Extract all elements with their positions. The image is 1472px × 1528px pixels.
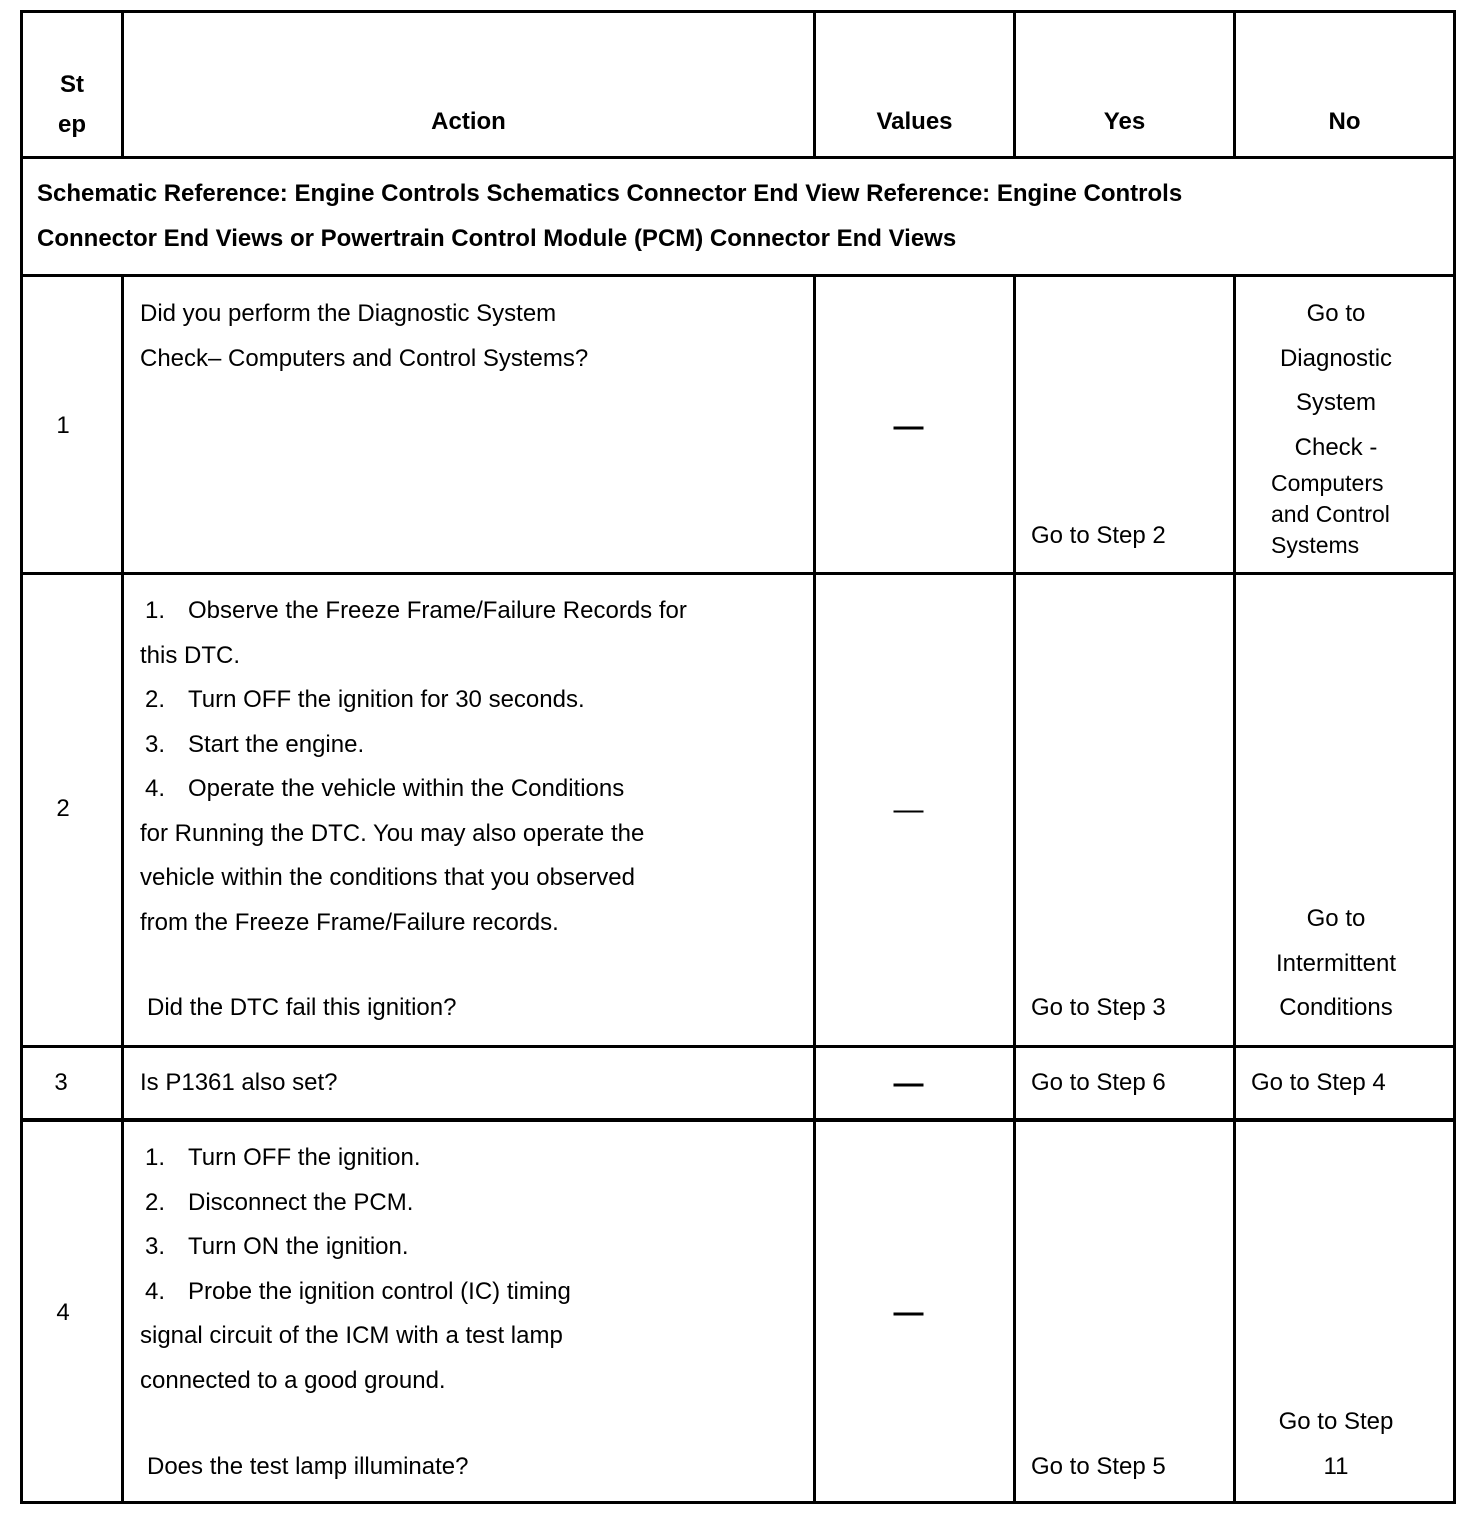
step-number: 4. [145,1277,166,1305]
row-1-no-line: Go to [1306,300,1366,327]
row-3-step: 3 [54,1069,68,1096]
row-2-action-line: from the Freeze Frame/Failure records. [140,908,559,936]
row-4-action-line [140,1225,810,1270]
row-3-yes: Go to Step 6 [1031,1069,1166,1096]
row-4-question: Does the test lamp illuminate? [147,1453,469,1480]
rule-col-values-body [1013,274,1016,1504]
row-2-step: 2 [56,795,70,822]
diagnostic-table [20,10,1456,1504]
row-1-action-line: Did you perform the Diagnostic System [140,300,557,327]
step-text: Turn ON the ignition. [188,1233,409,1260]
step-number: 4. [145,775,166,802]
row-2-action-line [140,589,810,634]
row-2-action-line: for Running the DTC. You may also operate the [140,819,645,847]
row-4-no-line: 11 [1323,1452,1349,1480]
row-3-no: Go to Step 4 [1251,1069,1386,1096]
row-1-value: — [893,410,924,443]
row-2-no-line: Conditions [1279,994,1393,1021]
row-1-no [1236,292,1436,470]
step-number: 2. [145,686,166,713]
rule-reference-bottom [20,274,1456,277]
header-no: No [1328,108,1361,135]
row-2-action-line [140,723,810,768]
row-1-action-line: Check– Computers and Control Systems? [140,344,589,372]
row-1-no-line: System [1295,389,1376,416]
step-number: 1. [145,597,166,624]
rule-bottom [20,1501,1456,1504]
step-text: Start the engine. [188,730,365,758]
row-1-no-line: Systems [1271,532,1360,558]
schematic-reference [37,172,1447,261]
row-1-action [140,292,800,381]
row-4-action [140,1136,810,1403]
rule-row3-bottom [20,1118,1456,1122]
row-4-action-line: signal circuit of the ICM with a test lamp [140,1322,563,1349]
step-text: Turn OFF the ignition. [188,1144,421,1171]
rule-row2-bottom [20,1045,1456,1048]
row-4-step: 4 [56,1299,70,1326]
row-2-action-line: this DTC. [140,641,241,669]
row-4-no-line: Go to Step [1278,1408,1394,1435]
row-1-no-line: Computers [1271,470,1384,496]
row-1-no-line: and Control [1271,501,1390,527]
header-action: Action [431,108,506,135]
step-number: 1. [145,1144,166,1171]
reference-line-2: Connector End Views or Powertrain Control Module (PCM) Connector End Views [37,224,957,252]
row-2-no-line: Intermittent [1275,949,1397,977]
header-step [23,65,121,145]
step-text: Probe the ignition control (IC) timing [188,1277,571,1305]
row-2-value: — [893,793,924,826]
rule-top [20,10,1456,13]
row-2-question: Did the DTC fail this ignition? [147,994,457,1021]
row-4-action-line: connected to a good ground. [140,1366,446,1394]
row-4-action-line [140,1181,810,1226]
reference-line-1: Schematic Reference: Engine Controls Schematics Connector End View Reference: Engine Controls [37,180,1183,207]
step-text: Operate the vehicle within the Conditions [188,775,625,802]
row-4-yes: Go to Step 5 [1031,1453,1166,1480]
header-yes: Yes [1103,108,1146,135]
row-1-step: 1 [56,412,70,439]
row-2-no [1236,897,1436,1031]
row-1-no-line: Diagnostic [1279,344,1393,372]
row-4-action-line [140,1136,810,1181]
rule-left [20,10,23,1504]
step-text: Observe the Freeze Frame/Failure Records for [188,597,687,624]
step-number: 3. [145,730,166,758]
rule-right [1453,10,1456,1504]
step-number: 2. [145,1188,166,1216]
rule-col-step-body [121,274,124,1504]
row-2-action-line [140,767,810,812]
row-4-no [1236,1400,1436,1489]
row-2-no-line: Go to [1306,905,1366,932]
header-step-line-1: St [60,71,84,98]
row-4-value: — [893,1296,924,1329]
header-values: Values [876,108,953,135]
header-step-line-2: ep [57,111,86,138]
step-number: 3. [145,1233,166,1260]
row-3-action: Is P1361 also set? [140,1069,338,1096]
rule-header-bottom [20,156,1456,159]
row-1-no-line: Check - [1294,433,1378,461]
row-1-yes: Go to Step 2 [1031,522,1166,549]
row-2-yes: Go to Step 3 [1031,994,1166,1021]
row-4-action-line [140,1270,810,1315]
row-2-action-line [140,678,810,723]
step-text: Turn OFF the ignition for 30 seconds. [188,686,585,713]
step-text: Disconnect the PCM. [188,1188,414,1216]
row-2-action-line: vehicle within the conditions that you observed [140,864,635,891]
rule-row1-bottom [20,572,1456,575]
row-1-no-small [1271,468,1451,561]
row-2-action [140,589,810,945]
row-3-value: — [893,1067,924,1100]
